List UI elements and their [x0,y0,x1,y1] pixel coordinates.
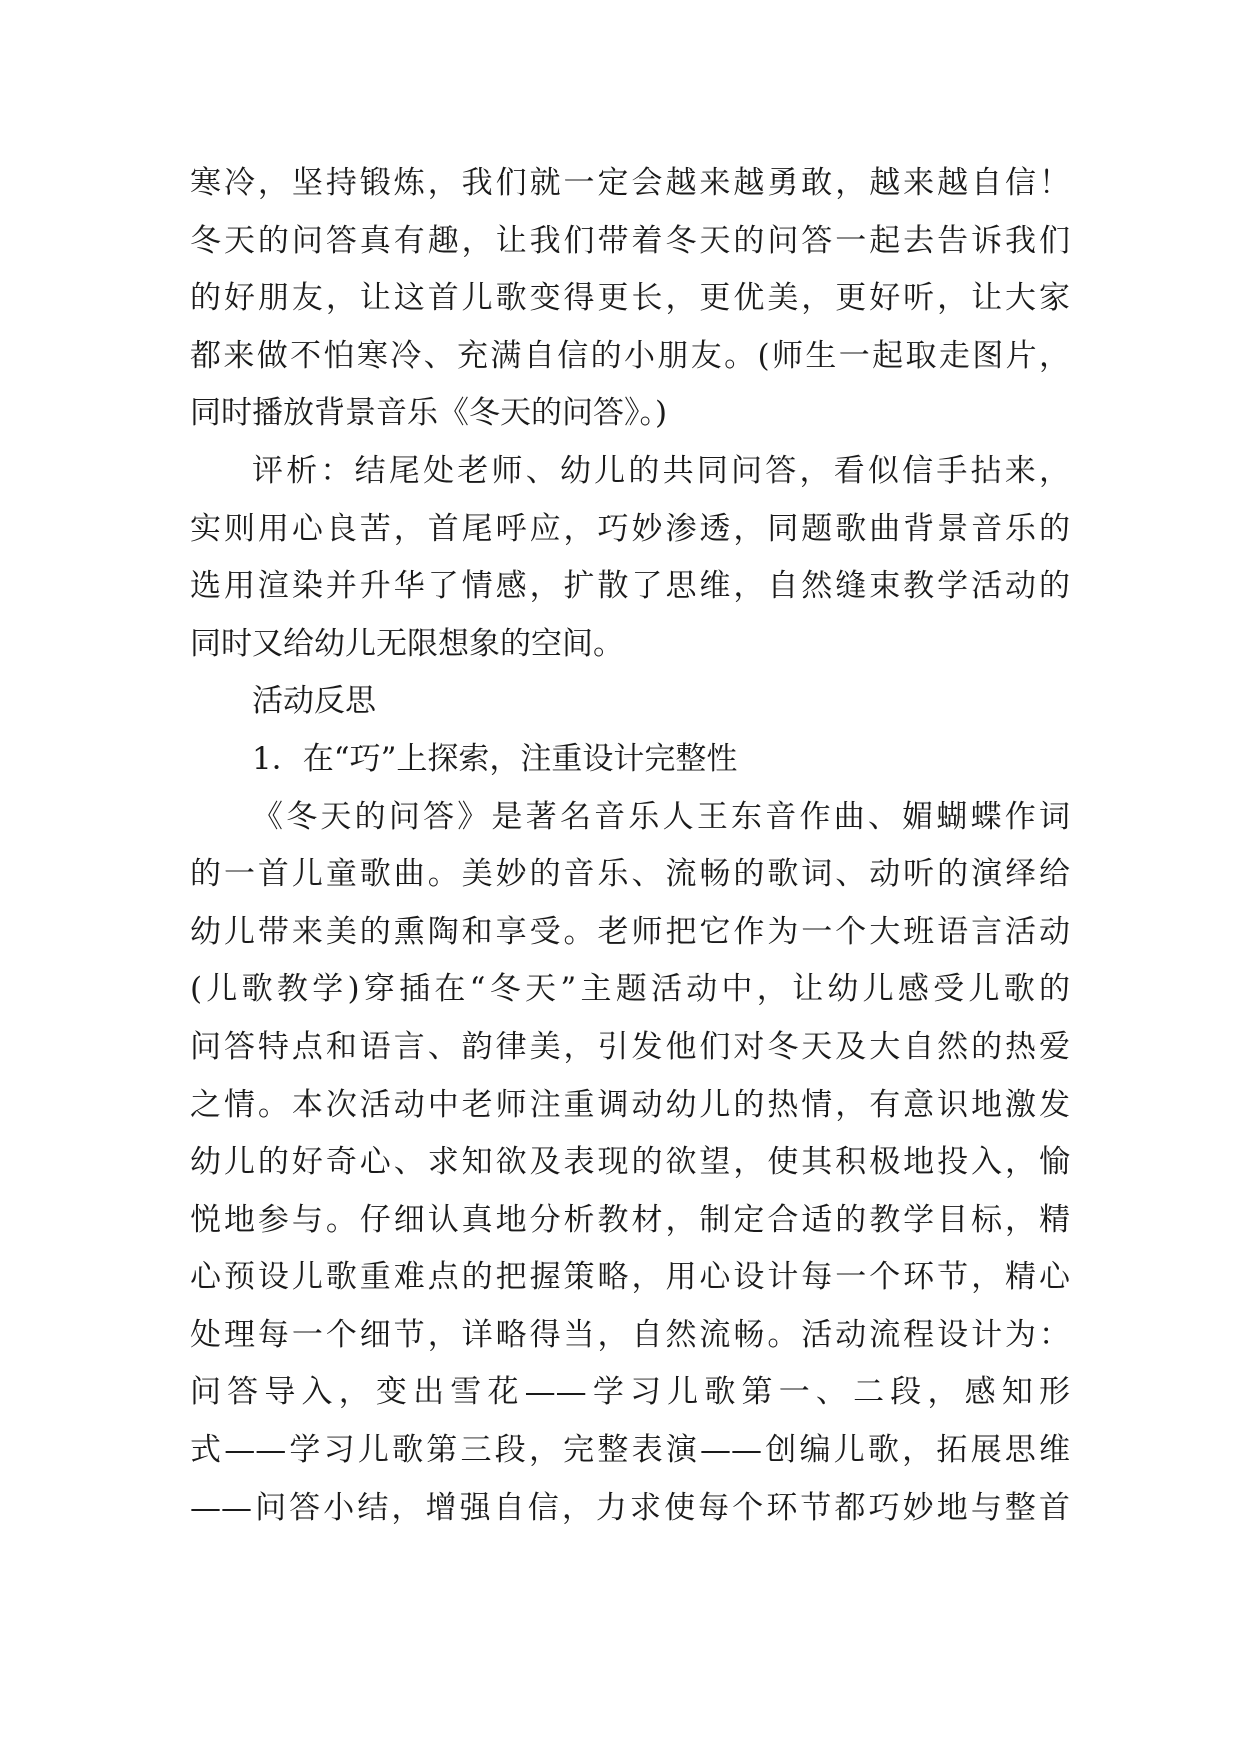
text-line: 冬天的问答真有趣，让我们带着冬天的问答一起去告诉我们 [190,222,1070,259]
text-line: 处理每一个细节，详略得当，自然流畅。活动流程设计为： [190,1316,1070,1353]
text-line: 寒冷，坚持锻炼，我们就一定会越来越勇敢，越来越自信！ [190,165,1070,201]
subsection-heading: 1．在“巧”上探索，注重设计完整性 [252,740,738,777]
text-line: 幼儿带来美的熏陶和享受。老师把它作为一个大班语言活动 [190,913,1070,950]
text-line: 之情。本次活动中老师注重调动幼儿的热情，有意识地激发 [190,1086,1070,1123]
text-line: 都来做不怕寒冷、充满自信的小朋友。(师生一起取走图片， [190,337,1070,374]
text-line: 的一首儿童歌曲。美妙的音乐、流畅的歌词、动听的演绎给 [190,856,1070,893]
text-line: 同时播放背景音乐《冬天的问答》。) [190,395,668,432]
text-line: 选用渲染并升华了情感，扩散了思维，自然缝束教学活动的 [190,568,1070,605]
body-text [190,155,1070,1537]
text-line: 悦地参与。仔细认真地分析教材，制定合适的教学目标，精 [190,1201,1070,1238]
section-heading: 活动反思 [252,683,376,720]
text-line: 评析：结尾处老师、幼儿的共同问答，看似信手拈来， [252,452,1070,489]
text-line: (儿歌教学)穿插在“冬天”主题活动中，让幼儿感受儿歌的 [190,971,1070,1008]
text-line: 问答特点和语言、韵律美，引发他们对冬天及大自然的热爱 [190,1028,1070,1065]
text-line: ——问答小结，增强自信，力求使每个环节都巧妙地与整首 [190,1489,1070,1526]
text-line: 的好朋友，让这首儿歌变得更长，更优美，更好听，让大家 [190,280,1070,317]
text-line: 同时又给幼儿无限想象的空间。 [190,625,624,662]
text-line: 《冬天的问答》是著名音乐人王东音作曲、媚蝴蝶作词 [252,798,1070,835]
text-line: 实则用心良苦，首尾呼应，巧妙渗透，同题歌曲背景音乐的 [190,510,1070,547]
text-line: 幼儿的好奇心、求知欲及表现的欲望，使其积极地投入，愉 [190,1144,1070,1181]
text-line: 式——学习儿歌第三段，完整表演——创编儿歌，拓展思维 [190,1432,1070,1469]
text-line: 心预设儿歌重难点的把握策略，用心设计每一个环节，精心 [190,1259,1070,1296]
text-line: 问答导入，变出雪花——学习儿歌第一、二段，感知形 [190,1374,1070,1411]
